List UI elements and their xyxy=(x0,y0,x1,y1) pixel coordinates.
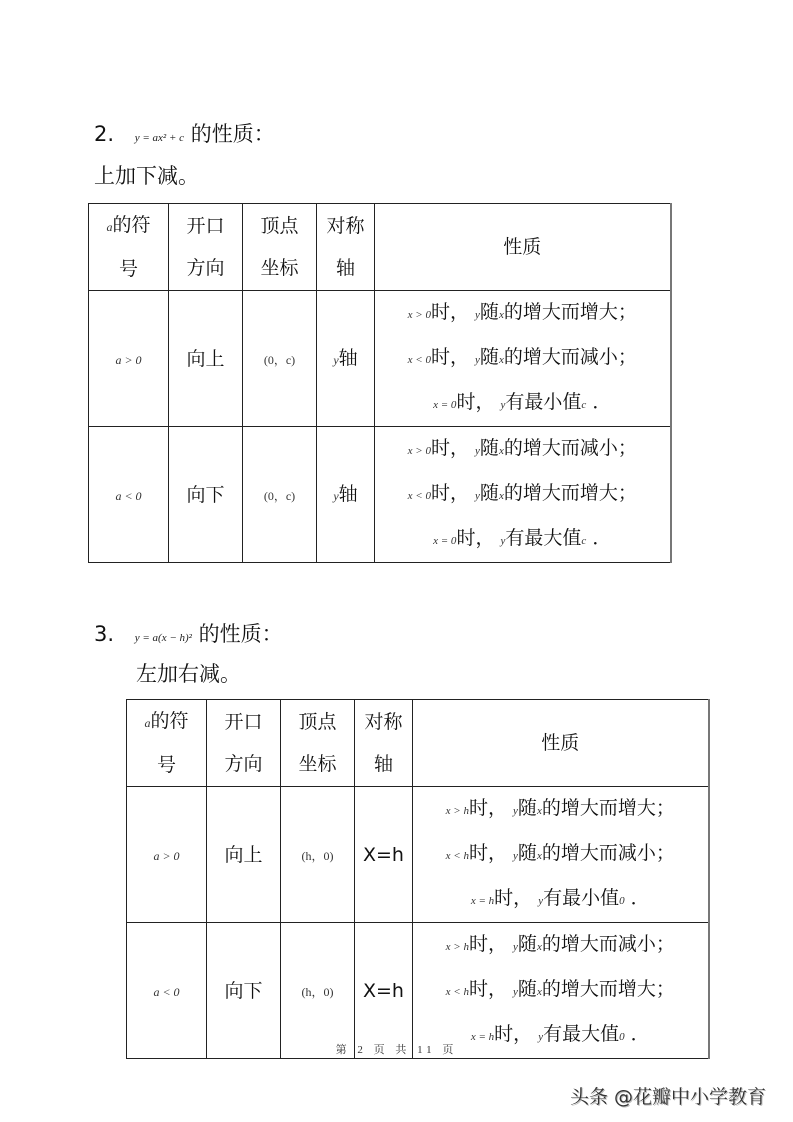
section-title-suffix: 的性质： xyxy=(190,122,275,146)
cell-sign: a < 0 xyxy=(89,427,169,563)
property-line: x > 0时， y随x的增大而减小； xyxy=(407,437,637,459)
formula: y = ax² + c xyxy=(134,132,185,144)
header-sign: a的符 号 xyxy=(127,700,207,787)
section-3-heading xyxy=(94,620,283,652)
header-direction: 开口 方向 xyxy=(169,204,243,291)
cell-sign: a < 0 xyxy=(127,923,207,1059)
property-line: x > 0时， y随x的增大而增大； xyxy=(407,301,637,323)
section-number: 3. xyxy=(94,622,115,646)
header-properties: 性质 xyxy=(375,204,671,291)
property-line: x = h时， y有最小值0 ． xyxy=(470,887,650,909)
table-row xyxy=(89,427,671,563)
section-2-heading xyxy=(94,120,275,152)
cell-direction: 向下 xyxy=(169,427,243,563)
section-3-rule: 左加右减。 xyxy=(136,662,241,686)
formula: y = a(x − h)² xyxy=(134,632,192,644)
cell-axis: X=h xyxy=(355,787,413,923)
table-header-row xyxy=(127,700,709,787)
cell-sign: a > 0 xyxy=(89,291,169,427)
cell-vertex: (h，0) xyxy=(281,923,355,1059)
section-number: 2. xyxy=(94,122,115,146)
cell-axis: y轴 xyxy=(317,427,375,563)
properties-table-2 xyxy=(126,699,710,1059)
cell-axis: X=h xyxy=(355,923,413,1059)
property-line: x > h时， y随x的增大而减小； xyxy=(445,933,675,955)
section-title-suffix: 的性质： xyxy=(198,622,283,646)
property-line: x > h时， y随x的增大而增大； xyxy=(445,797,675,819)
table-header-row xyxy=(89,204,671,291)
property-line: x = h时， y有最大值0 ． xyxy=(470,1023,650,1045)
property-line: x = 0时， y有最小值c ． xyxy=(433,391,612,413)
cell-properties xyxy=(375,427,671,563)
table-row xyxy=(127,923,709,1059)
cell-properties xyxy=(413,923,709,1059)
property-line: x < 0时， y随x的增大而增大； xyxy=(407,482,637,504)
header-sign: a的符 号 xyxy=(89,204,169,291)
cell-properties xyxy=(413,787,709,923)
cell-vertex: (0，c) xyxy=(243,427,317,563)
property-line: x < 0时， y随x的增大而减小； xyxy=(407,346,637,368)
cell-vertex: (0，c) xyxy=(243,291,317,427)
page-footer: 第 2 页 共 11 页 xyxy=(335,1044,458,1056)
cell-direction: 向上 xyxy=(169,291,243,427)
header-vertex: 顶点 坐标 xyxy=(281,700,355,787)
header-vertex: 顶点 坐标 xyxy=(243,204,317,291)
cell-sign: a > 0 xyxy=(127,787,207,923)
header-axis: 对称 轴 xyxy=(355,700,413,787)
table-row xyxy=(89,291,671,427)
cell-axis: y轴 xyxy=(317,291,375,427)
table-row xyxy=(127,787,709,923)
section-2-rule: 上加下减。 xyxy=(94,164,199,188)
properties-table-1 xyxy=(88,203,672,563)
property-line: x = 0时， y有最大值c ． xyxy=(433,527,612,549)
property-line: x < h时， y随x的增大而增大； xyxy=(445,978,675,1000)
header-direction: 开口 方向 xyxy=(207,700,281,787)
watermark: 头条 @花瓣中小学教育 xyxy=(570,1086,767,1108)
cell-direction: 向上 xyxy=(207,787,281,923)
cell-vertex: (h，0) xyxy=(281,787,355,923)
header-axis: 对称 轴 xyxy=(317,204,375,291)
property-line: x < h时， y随x的增大而减小； xyxy=(445,842,675,864)
cell-direction: 向下 xyxy=(207,923,281,1059)
cell-properties xyxy=(375,291,671,427)
header-properties: 性质 xyxy=(413,700,709,787)
